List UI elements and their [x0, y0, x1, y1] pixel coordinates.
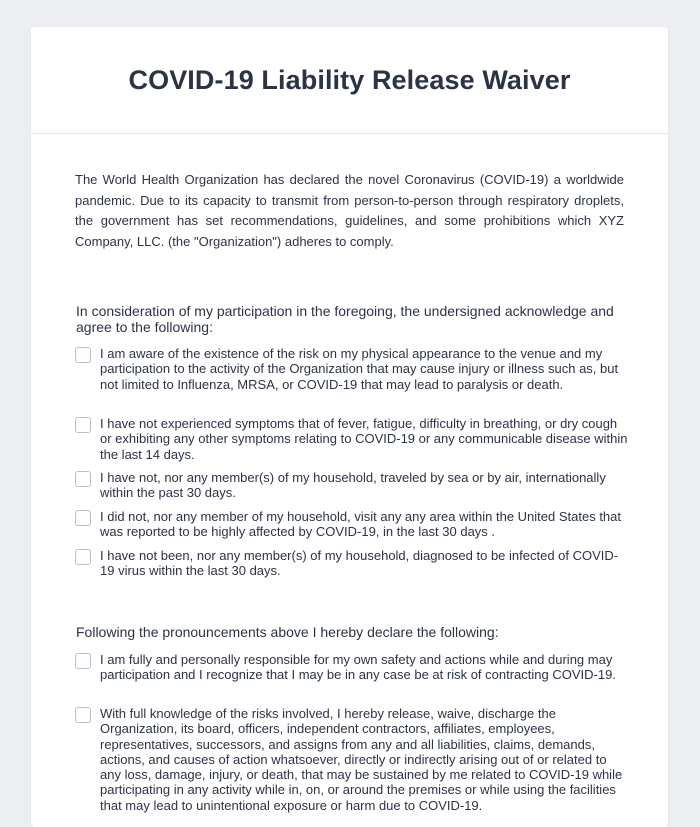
checkbox[interactable] — [75, 471, 91, 487]
checkbox-label: I have not, nor any member(s) of my household, traveled by sea or by air, internationally within the past 30 days. — [100, 470, 606, 501]
section2-title: Following the pronouncements above I hereby declare the following: — [76, 624, 499, 640]
checkbox[interactable] — [75, 417, 91, 433]
checkbox-label: I have not experienced symptoms that of fever, fatigue, difficulty in breathing, or dry cough or exhibiting any other symptoms relating to COVID-19 or any communicable disease within the last 14 days. — [100, 416, 628, 462]
section1-title: In consideration of my participation in the foregoing, the undersigned acknowledge and agree to the following: — [76, 303, 614, 335]
checkbox[interactable] — [75, 549, 91, 565]
checkbox[interactable] — [75, 510, 91, 526]
checkbox[interactable] — [75, 653, 91, 669]
page-title: COVID-19 Liability Release Waiver — [128, 64, 571, 95]
checkbox-label: I have not been, nor any member(s) of my household, diagnosed to be infected of COVID-19 virus within the last 30 days. — [100, 548, 619, 579]
intro-paragraph: The World Health Organization has declared the novel Coronavirus (COVID-19) a worldwide pandemic. Due to its capacity to transmit from person-to-person through respiratory droplets, the government has set recommendations, guidelines, and some prohibitions which XYZ Company, LLC. (the "Organization") adheres to comply. — [75, 172, 624, 249]
checkbox-label: I am aware of the existence of the risk on my physical appearance to the venue and my participation to the activity of the Organization that may cause injury or illness such as, but not limited to Influenza, MRSA, or COVID-19 that may lead to paralysis or death. — [100, 346, 619, 392]
form-header — [31, 27, 668, 134]
form-card — [31, 27, 668, 827]
checkbox[interactable] — [75, 347, 91, 363]
checkbox[interactable] — [75, 707, 91, 723]
checkbox-label: I did not, nor any member of my household, visit any any area within the United States that was reported to be highly affected by COVID-19, in the last 30 days . — [100, 509, 622, 540]
checkbox-label: I am fully and personally responsible for my own safety and actions while and during may participation and I recognize that I may be in any case be at risk of contracting COVID-19. — [100, 652, 616, 683]
checkbox-label: With full knowledge of the risks involved, I hereby release, waive, discharge the Organization, its board, officers, independent contractors, affiliates, employees, representatives, successors, and assigns from any and all liabilities, claims, demands, actions, and causes of action whatsoever, directly or indirectly arising out of or related to any loss, damage, injury, or death, that may be sustained by me related to COVID-19 while participating in any activity while in, on, or around the premises or while using the facilities that may lead to unintentional exposure or harm due to COVID-19. — [100, 706, 623, 813]
